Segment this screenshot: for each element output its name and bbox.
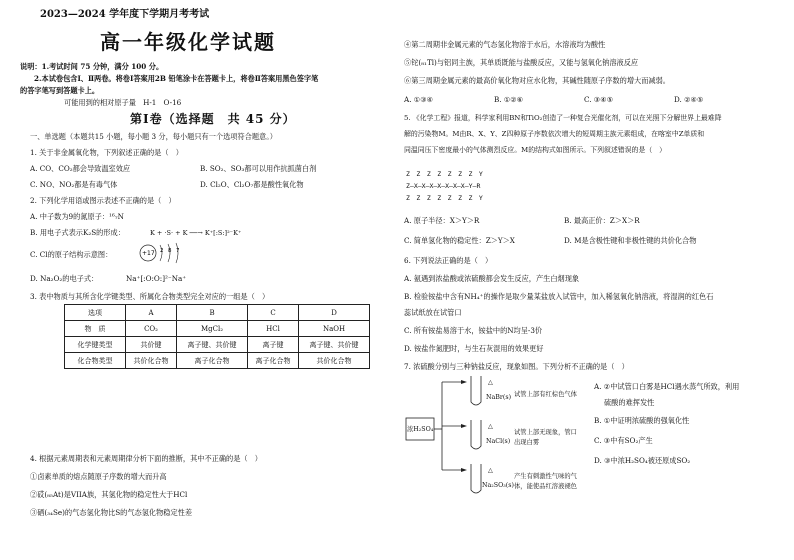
q5-stem-line-2: 解的污染物M。M由R、X、Y、Z四种原子序数依次增大的短周期主族元素组成，在喀室中Z单质和 [404,130,705,138]
q5-structure-bottom: Z Z Z Z Z Z Z Y [406,194,483,202]
page-title: 高一年级化学试题 [100,30,276,54]
q1-option-c: C. NO、NO₂都是有毒气体 [30,180,118,189]
q5-stem-line-3: 同温同压下密度最小的气体测烈反应。M的结构式如图所示。下列叙述错误的是（ ） [404,146,667,154]
q2-option-d: D. Na₂O₂的电子式： [30,274,99,283]
q6-option-b-line-1: B. 检验铵盐中含有NH₄⁺的操作是取少量某盐放入试管中，加入稀氢氧化钠溶液，将湿润的红色石 [404,292,714,301]
q1-option-d: D. Cl₂O、Cl₂O₇都是酸性氧化物 [200,180,304,189]
table-cell: 化学键类型 [65,337,126,353]
q2-option-a: A. 中子数为9的氮原子：¹⁶₇N [30,212,124,221]
q4-statement-2: ②砹(₈₅At)是VIIA族，其氢化物的稳定性大于HCl [30,490,188,499]
q3-table [64,304,370,369]
table-cell: 物 质 [65,321,126,337]
q4-statement-4: ④第二周期非金属元素的气态氢化物溶于水后，水溶液均为酸性 [404,40,606,49]
q4-statement-1: ①卤素单质的熔点随原子序数的增大而升高 [30,472,167,481]
heat-symbol-1: △ [488,379,493,386]
q6-option-d: D. 铵盐作氮肥时，与生石灰混用的效果更好 [404,344,544,353]
q7-test-tubes [468,376,484,494]
table-cell: NaOH [299,321,370,337]
table-cell: 选项 [65,305,126,321]
q2-option-b: B. 用电子式表示K₂S的形成： [30,228,125,237]
q4-option-d: D. ②④⑤ [674,95,704,104]
table-cell: 离子化合物 [177,353,248,369]
table-cell: CO₂ [126,321,177,337]
q5-option-b: B. 最高正价：Z＞X＞R [564,216,640,225]
q4-statement-6: ⑥第三周期金属元素的最高价氧化物对应水化物，其碱性随原子序数的增大而减弱。 [404,76,670,85]
q5-structure-top: Z Z Z Z Z Z Z Y [406,170,483,178]
q5-option-c: C. 简单氢化物的稳定性：Z＞Y＞X [404,236,515,245]
q7-option-a-line-2: 硫酸的难挥发性 [604,398,655,407]
table-cell: 共价键 [126,337,177,353]
q1-stem: 1. 关于非金属氧化物，下列叙述正确的是（ ） [30,148,183,157]
heat-symbol-2: △ [488,423,493,430]
q4-option-c: C. ③④⑤ [584,95,614,104]
q4-statement-3: ③硒(₃₄Se)的气态氢化物比S的气态氢化物稳定性差 [30,508,193,517]
table-header-row [65,305,370,321]
q7-observation-2a: 试管上部无现象，管口 [514,429,577,436]
q5-option-a: A. 原子半径：X＞Y＞R [404,216,480,225]
q5-option-d: D. M是含极性键和非极性键的共价化合物 [564,236,697,245]
table-cell: 化合物类型 [65,353,126,369]
q3-stem: 3. 表中物质与其所含化学键类型、所属化合物类型完全对应的一组是（ ） [30,292,270,301]
right-column [398,0,794,560]
q7-observation-3a: 产生有刺激性气味的气 [514,473,577,480]
q7-option-c: C. ③中有SO₂产生 [594,436,653,445]
table-cell: 离子化合物 [247,353,298,369]
table-cell: 离子键 [247,337,298,353]
heat-symbol-3: △ [488,467,493,474]
table-cell: MgCl₂ [177,321,248,337]
table-cell: B [177,305,248,321]
svg-text:2: 2 [160,248,164,254]
q7-tube-2-label: NaCl(s) [486,438,511,445]
q1-option-b: B. SO₂、SO₃都可以用作抗抓菌白剂 [200,164,317,173]
q6-option-b-line-2: 蕊试纸放在试管口 [404,308,462,317]
table-row [65,321,370,337]
table-cell: C [247,305,298,321]
svg-text:8: 8 [168,248,172,254]
table-cell: 离子键、共价键 [177,337,248,353]
q4-option-b: B. ①②⑥ [494,95,524,104]
svg-text:+17: +17 [142,250,155,257]
table-row [65,337,370,353]
q6-option-c: C. 所有铵盐易溶于水，铵盐中的N均呈-3价 [404,326,543,335]
q4-stem: 4. 根据元素周期表和元素周期律分析下面的推断，其中不正确的是（ ） [30,454,262,463]
table-cell: 共价化合物 [299,353,370,369]
exam-heading: 2023—2024 学年度下学期月考考试 [40,9,210,20]
section-title: 第Ⅰ卷（选择题 共 45 分） [130,112,296,126]
q2-stem: 2. 下列化学用语或图示表述不正确的是（ ） [30,196,176,205]
q5-structure-middle: Z—X—X—X—X—X—X—X—Y—R [406,182,481,190]
instructions-line-3: 的答字笔写到答题卡上。 [20,86,100,95]
table-cell: A [126,305,177,321]
q7-tube-3-label: Na₂SO₃(s) [482,482,514,489]
q6-option-a: A. 氨遇到浓盐酸或浓硫酸都会发生反应，产生白烟现象 [404,274,580,283]
table-row [65,353,370,369]
table-cell: D [299,305,370,321]
q6-stem: 6. 下列说法正确的是（ ） [404,256,493,265]
section-intro: 一、单选题（本题共15 小题，每小题 3 分，每小题只有一个选项符合题意。） [30,132,277,141]
left-column [0,0,392,560]
instructions-line-2: 2.本试卷包含Ⅰ、Ⅱ两卷。将卷Ⅰ答案用2B 铅笔涂卡在答题卡上，将卷Ⅱ答案用黑色签字笔 [34,74,319,83]
q7-observation-2b: 出现白雾 [514,439,540,446]
table-cell: HCl [247,321,298,337]
q5-stem-line-1: 5. 《化学工程》报道，科学家利用BN和TiO₂创造了一种复合光催化剂，可以在光照下分解世界上最难降 [404,114,722,122]
q4-option-a: A. ①③④ [404,95,434,104]
q7-stem: 7. 浓硫酸分别与三种钠盐反应，现象如图。下列分析不正确的是（ ） [404,362,629,371]
q1-option-a: A. CO、CO₂都会导致温室效应 [30,164,131,173]
q7-observation-1: 试管上部有红棕色气体 [514,391,577,398]
q7-option-d: D. ③中浓H₂SO₄被还原成SO₂ [594,456,691,465]
table-cell: 共价化合物 [126,353,177,369]
q7-option-a-line-1: A. ②中试管口白雾是HCl遇水蒸气所致，利用 [594,382,740,391]
table-cell: 离子键、共价键 [299,337,370,353]
q2-option-c: C. Cl的原子结构示意图： [30,250,113,259]
q2-option-b-formula: K + ·S· + K ──→ K⁺[:S:]²⁻K⁺ [150,229,242,237]
chlorine-atom-diagram [138,240,188,266]
instructions-line-1: 说明：1.考试时间 75 分钟，满分 100 分。 [20,62,164,71]
svg-text:7: 7 [176,248,180,254]
q7-tube-1-label: NaBr(s) [486,394,512,401]
q7-option-b: B. ①中证明浓硫酸的强氧化性 [594,416,690,425]
q4-statement-5: ⑤铊(₈₁Tl)与铝同主族，其单质既能与盐酸反应，又能与氢氧化钠溶液反应 [404,58,639,67]
q7-acid-label: 浓H₂SO₄ [407,426,434,433]
atomic-masses: 可能用到的相对原子量 H-1 O-16 [64,98,182,107]
q7-observation-3b: 体，能使品红溶液褪色 [514,483,577,490]
q2-option-d-formula: Na⁺[:O:O:]²⁻Na⁺ [126,274,187,283]
